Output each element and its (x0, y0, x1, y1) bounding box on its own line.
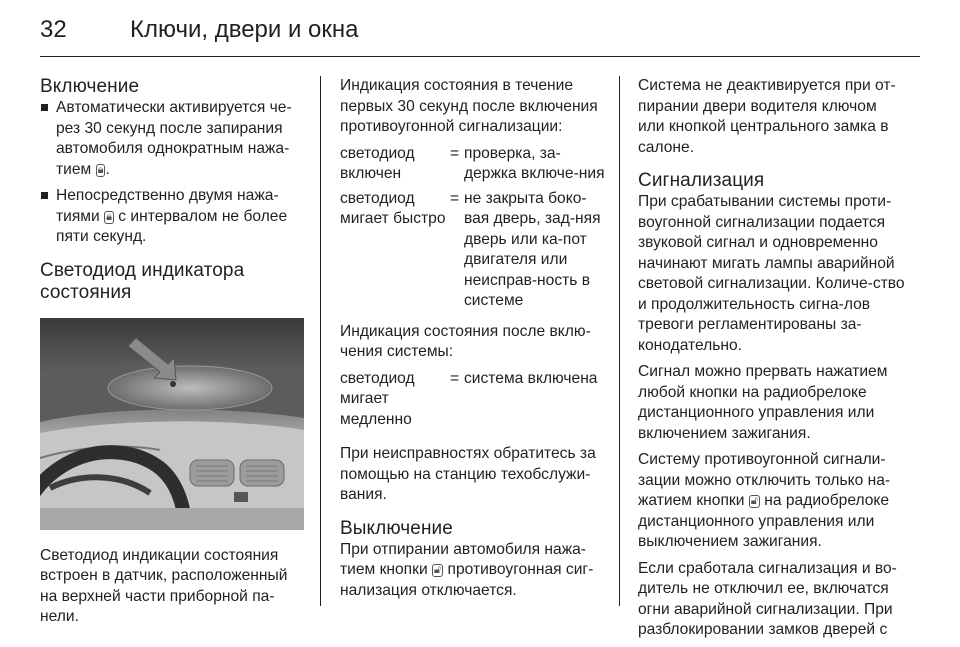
page-header (40, 14, 920, 58)
status-row: светодиод включен = проверка, за-держка включе-ния (340, 144, 605, 182)
status-row: светодиод мигает быстро = не закрыта боко-вая дверь, зад-няя дверь или ка-пот двигателя или неисправ-ность в системе (340, 189, 601, 309)
heading-activation: Включение (40, 76, 140, 97)
alarm-interrupt-text: Сигнал можно прервать нажатием любой кнопки на радиобрелоке дистанционного управления или включением зажигания. (638, 363, 888, 442)
status-intro-first: Индикация состояния в течение первых 30 секунд после включения противоугонной сигнализации: (340, 77, 598, 135)
heading-deactivation: Выключение (340, 517, 453, 539)
column-1 (40, 76, 308, 634)
column-3 (638, 76, 906, 647)
lock-key-icon: 🔒︎ (97, 163, 104, 176)
page-number: 32 (40, 16, 67, 43)
column-divider (320, 76, 321, 606)
column-divider (619, 76, 620, 606)
alarm-hazard-text: Если сработала сигнализация и во-дитель не отключил ее, включатся огни аварийной сигнализации. При разблокировании замков дверей с (638, 559, 897, 638)
led-indicator (170, 381, 176, 387)
status-row: светодиод мигает медленно = система включена (340, 369, 598, 428)
bullet-auto-activation: Автоматически активируется че-рез 30 секунд после запирания автомобиля однократным нажа-тием 🔒︎ . (40, 98, 308, 180)
page-title: Ключи, двери и окна (130, 16, 359, 43)
bullet-double-press: Непосредственно двумя нажа-тиями 🔒︎ с интервалом не более пяти секунд. (40, 186, 308, 248)
dashboard-photo (40, 318, 304, 530)
status-intro-after: Индикация состояния после вклю-чения системы: (340, 322, 591, 360)
no-deactivation-text: Система не деактивируется при от-пирании двери водителя ключом или кнопкой центрального замка в салоне. (638, 77, 896, 156)
column-2 (340, 76, 608, 607)
fault-text: При неисправностях обратитесь за помощью на станцию техобслужи-вания. (340, 445, 596, 503)
alarm-disable-text: Систему противоугонной сигнали-зации можно отключить только на-жатием кнопки 🔓︎ на радиобрелоке дистанционного управления или выключением зажигания. (638, 451, 891, 550)
deactivation-text: При отпирании автомобиля нажа-тием кнопки 🔓︎ противоугонная сиг-нализация отключается. (340, 540, 594, 599)
lock-key-icon: 🔒︎ (106, 210, 112, 223)
heading-alarm: Сигнализация (638, 170, 765, 191)
unlock-key-icon: 🔓︎ (434, 564, 442, 576)
status-table-after (340, 369, 608, 431)
alarm-trigger-text: При срабатывании системы проти-воугонной сигнализации подается звуковой сигнал и одновременно начинают мигать лампы аварийной световой сигнализации. Количе-ство и продолжительность сигна-лов тревоги регламентированы за-конодательно. (638, 193, 905, 354)
dashboard-illustration (40, 318, 304, 530)
status-table-first (340, 144, 608, 312)
header-rule (40, 56, 920, 57)
unlock-key-icon: 🔓︎ (750, 495, 758, 507)
heading-led-indicator: Светодиод индикатора состояния (40, 259, 245, 303)
figure-caption: Светодиод индикации состояния встроен в датчик, расположенный на верхней части приборной па-нели. (40, 546, 288, 625)
